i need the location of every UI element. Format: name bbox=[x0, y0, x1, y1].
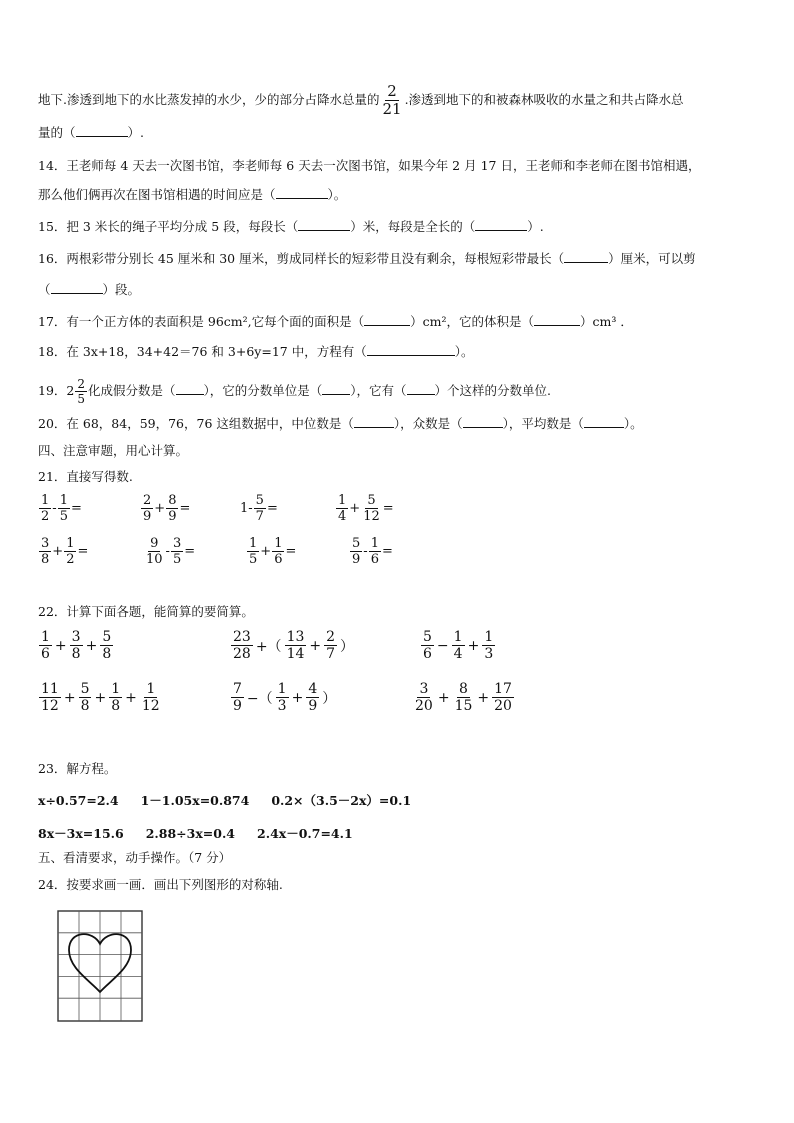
answer-blank[interactable] bbox=[354, 415, 394, 428]
equation: x÷0.57=2.4 bbox=[38, 793, 119, 808]
section-4-heading: 四、注意审题，用心计算。 bbox=[38, 443, 189, 458]
q21-item: $\frac{1}{2}$ - $\frac{1}{5}$ = bbox=[41, 493, 82, 524]
answer-blank[interactable] bbox=[322, 382, 350, 395]
question-20: 20．在 68，84，59，76，76 这组数据中，中位数是（ ），众数是（ ），平均数是（ ）。 bbox=[38, 416, 643, 431]
fraction: $\frac{2}{21}$ bbox=[382, 82, 402, 118]
question-15: 15．把 3 米长的绳子平均分成 5 段，每段长（ ）米，每段是全长的（ ）. bbox=[38, 219, 544, 234]
q22-expression: $\frac{7}{9}$ −（ $\frac{1}{3}$ + $\frac{4}{9}$ ） bbox=[233, 681, 337, 714]
answer-blank[interactable] bbox=[276, 186, 328, 199]
q21-item: 1- $\frac{5}{7}$ = bbox=[240, 493, 278, 524]
answer-blank[interactable] bbox=[176, 382, 204, 395]
answer-blank[interactable] bbox=[584, 415, 624, 428]
question-13-line-1: 地下.渗透到地下的水比蒸发掉的水少，少的部分占降水总量的 $\frac{2}{21}$ .渗透到地下的和被森林吸收的水量之和共占降水总 bbox=[38, 82, 684, 118]
q22-expression: $\frac{5}{6}$ − $\frac{1}{4}$ + $\frac{1}{3}$ bbox=[423, 629, 494, 662]
equation-row bbox=[38, 824, 375, 842]
equation: 2.4x－0.7=4.1 bbox=[257, 826, 353, 841]
heart-icon bbox=[57, 910, 143, 1022]
answer-blank[interactable] bbox=[463, 415, 503, 428]
section-5-heading: 五、看清要求，动手操作。（7 分） bbox=[38, 850, 232, 865]
q22-expression: $\frac{11}{12}$ + $\frac{5}{8}$ + $\frac{1}{8}$ + $\frac{1}{12}$ bbox=[41, 681, 160, 714]
question-23-title: 23．解方程。 bbox=[38, 761, 117, 776]
heart-grid-figure bbox=[57, 910, 143, 1025]
question-13-line-2: 量的（ ）. bbox=[38, 125, 144, 140]
answer-blank[interactable] bbox=[475, 218, 527, 231]
q21-item: $\frac{3}{8}$ + $\frac{1}{2}$ = bbox=[41, 536, 89, 567]
question-21-title: 21．直接写得数. bbox=[38, 469, 133, 484]
answer-blank[interactable] bbox=[367, 343, 455, 356]
question-16-line-1: 16．两根彩带分别长 45 厘米和 30 厘米，剪成同样长的短彩带且没有剩余，每根短彩带最长（ ）厘米，可以剪 bbox=[38, 251, 696, 266]
question-14-line-2: 那么他们俩再次在图书馆相遇的时间应是（ ）。 bbox=[38, 187, 347, 202]
q21-item: $\frac{1}{4}$ + $\frac{5}{12}$ = bbox=[338, 493, 394, 524]
equation: 0.2×（3.5－2x）=0.1 bbox=[271, 793, 412, 808]
answer-blank[interactable] bbox=[564, 250, 608, 263]
q21-item: $\frac{9}{10}$ - $\frac{3}{5}$ = bbox=[146, 536, 196, 567]
q22-expression: $\frac{1}{6}$ + $\frac{3}{8}$ + $\frac{5}{8}$ bbox=[41, 629, 112, 662]
equation: 8x－3x=15.6 bbox=[38, 826, 124, 841]
answer-blank[interactable] bbox=[407, 382, 435, 395]
equation: 1－1.05x=0.874 bbox=[140, 793, 250, 808]
question-18: 18．在 3x+18，34+42＝76 和 3+6y=17 中，方程有（ ）。 bbox=[38, 344, 474, 359]
q22-expression: $\frac{23}{28}$ +（ $\frac{13}{14}$ + $\frac{2}{7}$ ） bbox=[233, 629, 355, 662]
q21-item: $\frac{5}{9}$ - $\frac{1}{6}$ = bbox=[352, 536, 393, 567]
q22-expression: $\frac{3}{20}$ + $\frac{8}{15}$ + $\frac{17}{20}$ bbox=[415, 681, 512, 714]
question-16-line-2: （ ）段。 bbox=[38, 282, 141, 297]
question-22-title: 22．计算下面各题，能简算的要简算。 bbox=[38, 604, 254, 619]
question-14-line-1: 14．王老师每 4 天去一次图书馆，李老师每 6 天去一次图书馆，如果今年 2 月 17 日，王老师和李老师在图书馆相遇， bbox=[38, 158, 701, 173]
answer-blank[interactable] bbox=[534, 313, 580, 326]
equation: 2.88÷3x=0.4 bbox=[145, 826, 236, 841]
q21-item: $\frac{1}{5}$ + $\frac{1}{6}$ = bbox=[249, 536, 297, 567]
question-17: 17．有一个正方体的表面积是 96cm²,它每个面的面积是（ ）cm²，它的体积是（ ）cm³ ． bbox=[38, 314, 633, 329]
question-24-title: 24．按要求画一画．画出下列图形的对称轴. bbox=[38, 877, 283, 892]
equation-row bbox=[38, 791, 433, 809]
q21-item: $\frac{2}{9}$ + $\frac{8}{9}$ = bbox=[143, 493, 191, 524]
answer-blank[interactable] bbox=[298, 218, 350, 231]
answer-blank[interactable] bbox=[364, 313, 410, 326]
answer-blank[interactable] bbox=[51, 281, 103, 294]
fraction: $\frac{2}{5}$ bbox=[77, 377, 85, 406]
answer-blank[interactable] bbox=[76, 124, 128, 137]
question-19: 19．2 $\frac{2}{5}$ 化成假分数是（ ），它的分数单位是（ ），它有（ ）个这样的分数单位. bbox=[38, 377, 552, 406]
